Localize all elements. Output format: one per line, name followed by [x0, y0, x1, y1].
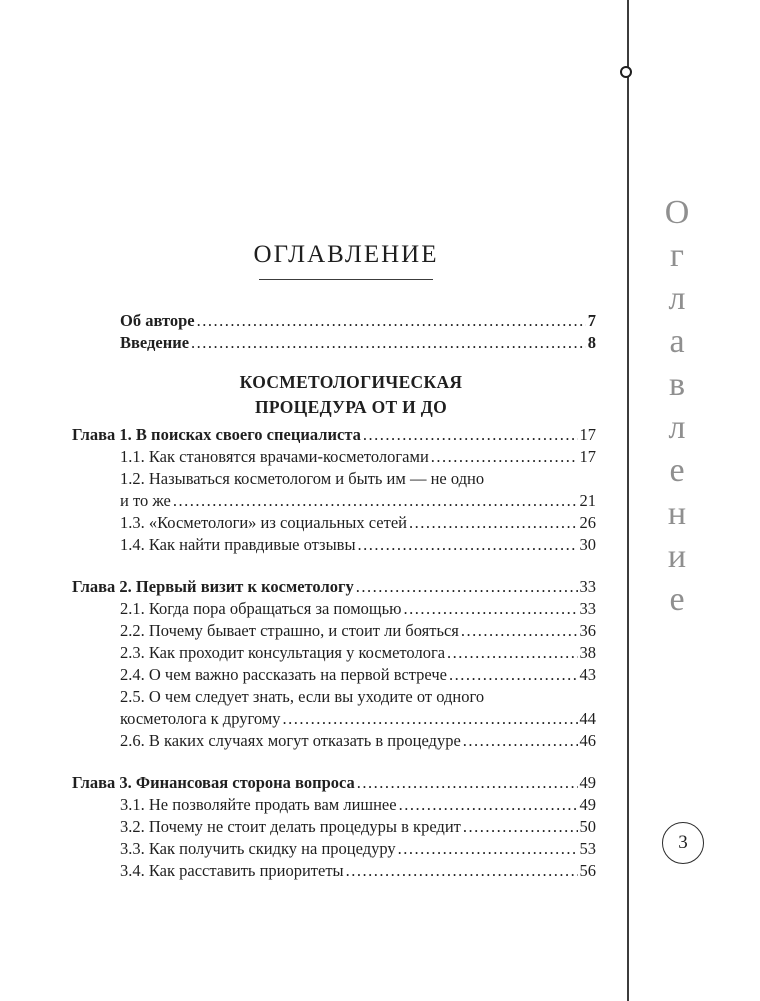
section-heading-line1: КОСМЕТОЛОГИЧЕСКАЯ [239, 372, 463, 392]
toc-entry-label: 3.4. Как расставить приоритеты [120, 861, 344, 880]
toc-entry [120, 642, 596, 664]
dot-leader [409, 512, 578, 534]
toc-entry-wrap-line [120, 490, 596, 512]
page-number: 33 [579, 599, 596, 618]
toc-entry [120, 310, 596, 332]
toc-entry-label: 2.6. В каких случаях могут отказать в процедуре [120, 731, 461, 750]
toc-entry [120, 598, 596, 620]
toc-entry-label: 3.3. Как получить скидку на процедуру [120, 839, 396, 858]
dot-leader [447, 642, 577, 664]
toc-entry [120, 860, 596, 882]
margin-rule [627, 0, 629, 1001]
toc-content [72, 240, 596, 882]
toc-entry [120, 730, 596, 752]
page-number: 49 [579, 795, 596, 814]
chapter-items [120, 598, 596, 752]
page-number: 43 [579, 665, 596, 684]
page-number: 17 [579, 447, 596, 466]
dot-leader [363, 424, 578, 446]
dot-leader [346, 860, 578, 882]
toc-entry-wrap-line [120, 708, 596, 730]
dot-leader [356, 576, 578, 598]
page-number-badge [662, 822, 704, 864]
chapter-title-row [72, 576, 596, 598]
toc-entry [120, 446, 596, 468]
toc-entry-label-continued: косметолога к другому [120, 709, 281, 728]
page-number: 21 [579, 491, 596, 510]
toc-entry-label: Введение [120, 333, 190, 352]
toc-entry-label: 3.1. Не позволяйте продать вам лишнее [120, 795, 397, 814]
dot-leader [197, 310, 586, 332]
toc-entry [120, 664, 596, 686]
toc-entry-label: 2.3. Как проходит консультация у косметолога [120, 643, 446, 662]
toc-entry [120, 468, 596, 512]
toc-entry-label-continued: и то же [120, 491, 171, 510]
toc-entry-label: 2.2. Почему бывает страшно, и стоит ли бояться [120, 621, 459, 640]
chapter-3-block [72, 772, 596, 882]
chapter-items [120, 446, 596, 556]
toc-entry-label: 1.3. «Косметологи» из социальных сетей [120, 513, 407, 532]
toc-entry-label: 1.2. Называться косметологом и быть им — не одно [120, 469, 485, 488]
chapter-2-block [72, 576, 596, 752]
dot-leader [358, 534, 578, 556]
chapter-title-row [72, 424, 596, 446]
ring-ornament-icon [620, 66, 632, 78]
page-number: 33 [579, 577, 596, 596]
page-number: 3 [678, 832, 688, 853]
toc-entry-label: Об авторе [120, 311, 195, 330]
section-heading [72, 370, 596, 420]
page-number: 8 [587, 333, 596, 352]
page-number: 7 [587, 311, 596, 330]
chapter-title-row [72, 772, 596, 794]
toc-entry [120, 816, 596, 838]
dot-leader [282, 708, 577, 730]
toc-entry-label: 2.4. О чем важно рассказать на первой встрече [120, 665, 447, 684]
page-number: 46 [579, 731, 596, 750]
toc-entry-label: 2.1. Когда пора обращаться за помощью [120, 599, 402, 618]
title-rule [259, 279, 433, 280]
chapter-title-label: Глава 1. В поисках своего специалиста [72, 425, 361, 444]
dot-leader [173, 490, 578, 512]
dot-leader [463, 816, 578, 838]
toc-entry [120, 686, 596, 730]
dot-leader [463, 730, 578, 752]
chapter-items [120, 794, 596, 882]
page-number: 30 [579, 535, 596, 554]
toc-entry [120, 838, 596, 860]
toc-entry-label: 1.1. Как становятся врачами-косметологами [120, 447, 429, 466]
dot-leader [399, 794, 578, 816]
page-number: 17 [579, 425, 596, 444]
toc-entry [120, 794, 596, 816]
margin-label: О г л а в л е н и е [664, 194, 690, 618]
dot-leader [398, 838, 578, 860]
dot-leader [191, 332, 586, 354]
front-matter [120, 310, 596, 354]
page-number: 49 [579, 773, 596, 792]
toc-header [72, 240, 596, 280]
page-number: 53 [579, 839, 596, 858]
toc-entry-label: 1.4. Как найти правдивые отзывы [120, 535, 356, 554]
dot-leader [461, 620, 578, 642]
toc-entry [120, 512, 596, 534]
chapter-title-label: Глава 2. Первый визит к косметологу [72, 577, 354, 596]
dot-leader [431, 446, 578, 468]
page-number: 44 [579, 709, 596, 728]
toc-entry [120, 332, 596, 354]
toc-entry [120, 534, 596, 556]
chapter-1-block [72, 424, 596, 556]
toc-entry-label: 2.5. О чем следует знать, если вы уходите от одного [120, 687, 485, 706]
page-number: 56 [579, 861, 596, 880]
page-title: ОГЛАВЛЕНИЕ [253, 241, 439, 268]
page-number: 38 [579, 643, 596, 662]
page-number: 26 [579, 513, 596, 532]
toc-entry-label: 3.2. Почему не стоит делать процедуры в кредит [120, 817, 461, 836]
section-heading-line2: ПРОЦЕДУРА ОТ И ДО [254, 397, 448, 417]
dot-leader [403, 598, 577, 620]
chapter-title-label: Глава 3. Финансовая сторона вопроса [72, 773, 355, 792]
page-number: 36 [579, 621, 596, 640]
toc-entry [120, 620, 596, 642]
dot-leader [357, 772, 578, 794]
page-number: 50 [579, 817, 596, 836]
dot-leader [449, 664, 578, 686]
